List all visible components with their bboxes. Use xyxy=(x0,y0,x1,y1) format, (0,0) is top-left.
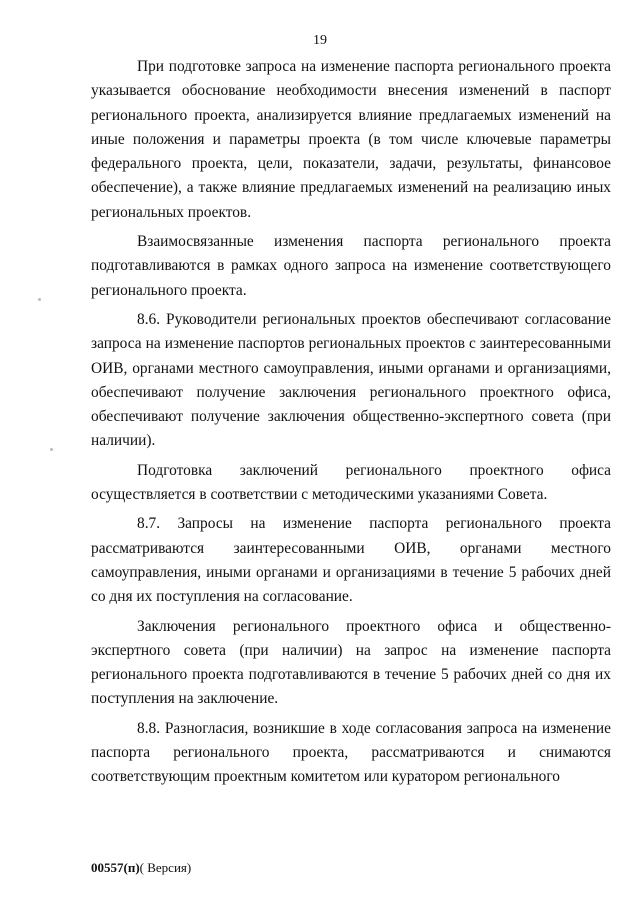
paragraph-6: Заключения регионального проектного офиса и общественно-экспертного совета (при наличии) на запрос на изменение паспорта регионального проекта подготавливаются в течение 5 рабочих дней со дня их поступления на заключение. xyxy=(91,617,611,708)
document-version: ( Версия) xyxy=(139,860,192,875)
scan-speck xyxy=(50,448,53,451)
page-number: 19 xyxy=(313,33,327,48)
paragraph-1: При подготовке запроса на изменение паспорта регионального проекта указывается обоснование необходимости внесения изменений в паспорт регионального проекта, анализируется влияние предлагаемых изменений на иные положения и параметры проекта (в том числе ключевые параметры федерального проекта, цели, показатели, задачи, результаты, финансовое обеспечение), а также влияние предлагаемых изменений на реализацию иных региональных проектов. xyxy=(91,58,611,221)
paragraph-4: Подготовка заключений регионального проектного офиса осуществляется в соответствии с методическими указаниями Совета. xyxy=(91,461,611,504)
document-footer xyxy=(91,860,191,876)
document-code: 00557(п) xyxy=(91,860,140,875)
scan-speck xyxy=(38,298,41,301)
paragraph-3: 8.6. Руководители региональных проектов обеспечивают согласование запроса на изменение паспортов региональных проектов с заинтересованными ОИВ, органами местного самоуправления, иными органами и организациями, обеспечивают получение заключения регионального проектного офиса, обеспечивают получение заключения общественно-экспертного совета (при наличии). xyxy=(91,310,611,450)
paragraph-2: Взаимосвязанные изменения паспорта регионального проекта подготавливаются в рамках одного запроса на изменение соответствующего регионального проекта. xyxy=(91,233,611,299)
paragraph-5: 8.7. Запросы на изменение паспорта регионального проекта рассматриваются заинтересованными ОИВ, органами местного самоуправления, иными органами и организациями в течение 5 рабочих дней со дня их поступления на согласование. xyxy=(91,515,611,606)
document-body xyxy=(91,55,611,795)
paragraph-7: 8.8. Разногласия, возникшие в ходе согласования запроса на изменение паспорта регионального проекта, рассматриваются и снимаются соответствующим проектным комитетом или куратором регионального xyxy=(91,719,611,786)
